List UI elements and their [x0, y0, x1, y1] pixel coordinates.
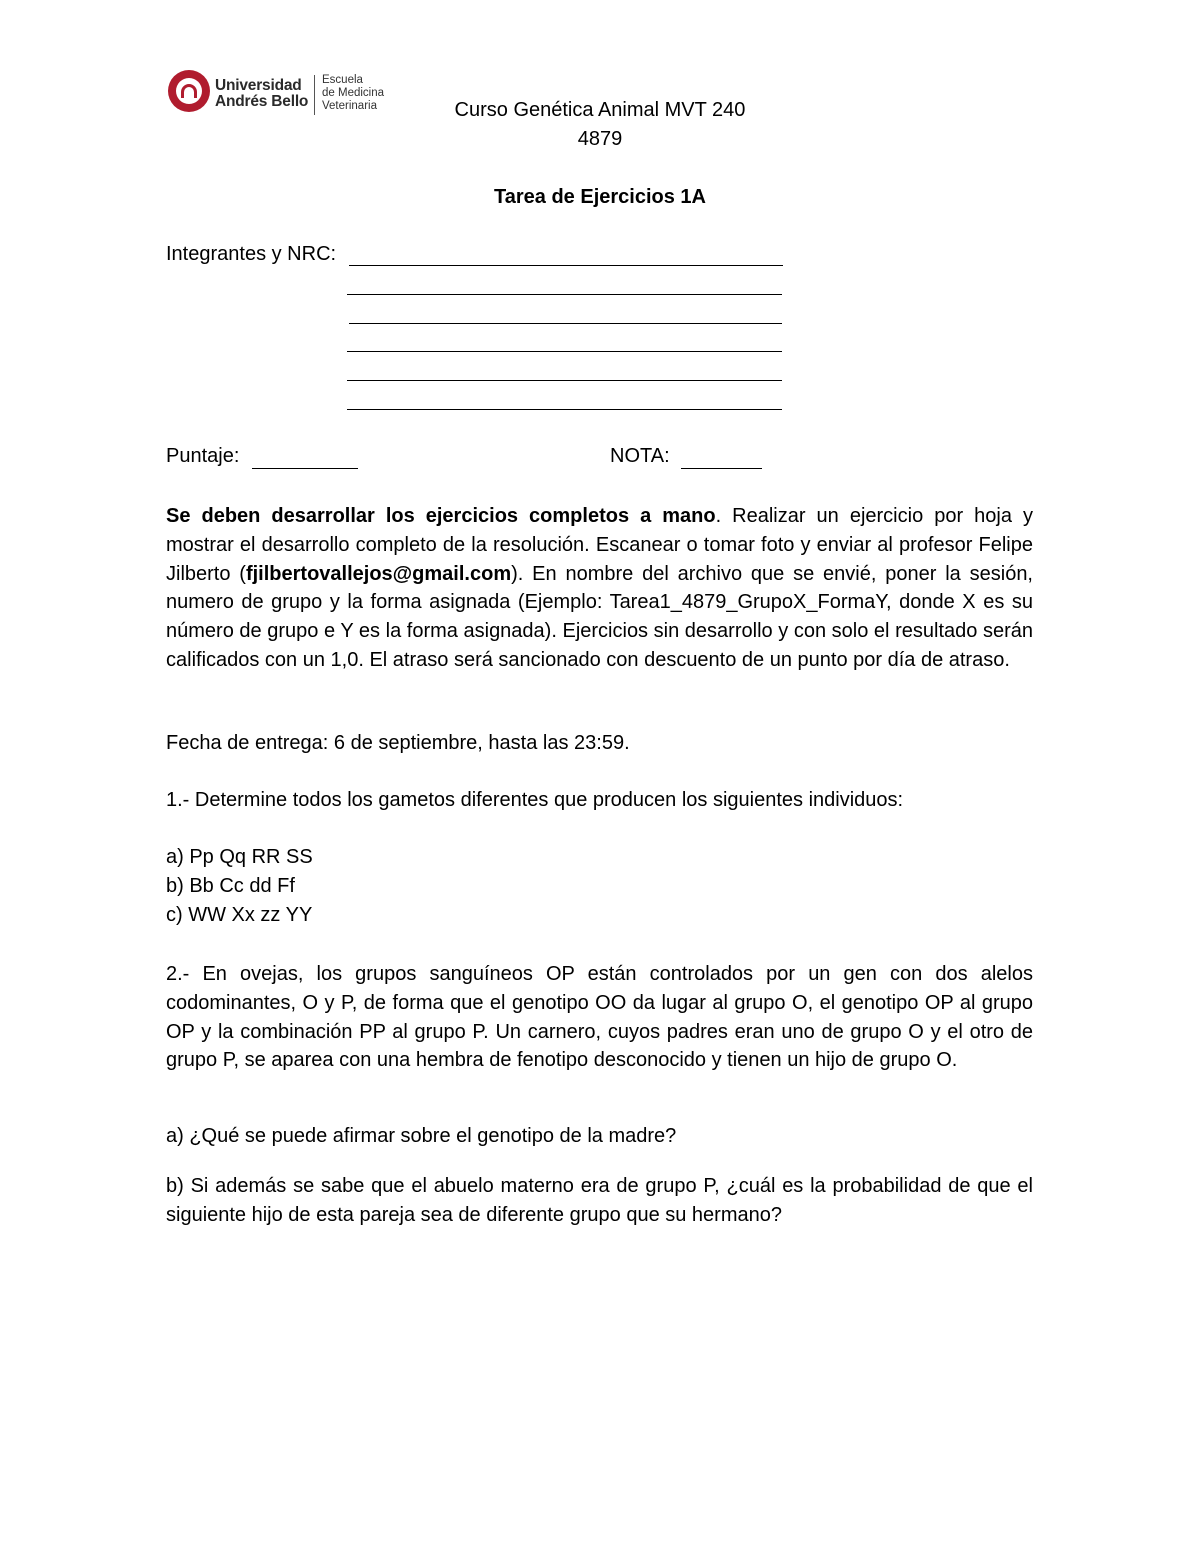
- instructions-text-1: . Realizar un ejercicio por hoja y mostrar el desarrollo completo de la resolución. Escanear o tomar foto y enviar al profesor Felipe Jilberto (: [166, 505, 1033, 585]
- logo-divider: [314, 75, 315, 115]
- exercise-1-item-c: c) WW Xx zz YY: [166, 904, 313, 926]
- university-name-line1: Universidad: [215, 77, 302, 94]
- instructions-text-2: ). En nombre del archivo que se envié, poner la sesión, numero de grupo y la forma asignada (Ejemplo: Tarea1_4879_GrupoX_FormaY, donde X es su número de grupo e Y es la forma asignada). Ejercicios sin desarrollo y con solo el resultado serán calificados con un 1,0. El atraso será sancionado con descuento de un punto por día de atraso.: [166, 562, 1033, 671]
- course-title: Curso Genética Animal MVT 240: [454, 99, 746, 121]
- university-name: [215, 78, 308, 110]
- instructions-paragraph: [166, 502, 1033, 675]
- members-line-4[interactable]: [347, 351, 782, 352]
- members-line-1[interactable]: [349, 265, 783, 266]
- school-name-line3: Veterinaria: [322, 100, 377, 112]
- members-line-2[interactable]: [347, 294, 782, 295]
- exercise-1-item-a: a) Pp Qq RR SS: [166, 846, 313, 868]
- course-code: 4879: [577, 128, 623, 150]
- university-logo: [168, 70, 398, 120]
- university-name-line2: Andrés Bello: [215, 93, 309, 110]
- score-line[interactable]: [252, 468, 358, 469]
- school-name-line2: de Medicina: [322, 87, 385, 99]
- professor-email: fjilbertovallejos@gmail.com: [245, 562, 512, 585]
- school-name-line1: Escuela: [322, 74, 363, 86]
- members-label: Integrantes y NRC:: [166, 243, 337, 265]
- exercise-2-question-a: a) ¿Qué se puede afirmar sobre el genotipo de la madre?: [166, 1125, 677, 1147]
- grade-label: NOTA:: [610, 445, 670, 467]
- exercise-1-prompt: 1.- Determine todos los gametos diferentes que producen los siguientes individuos:: [166, 789, 904, 811]
- grade-line[interactable]: [681, 468, 762, 469]
- members-line-6[interactable]: [347, 409, 782, 410]
- seal-arch-icon: [181, 84, 197, 98]
- assignment-title: Tarea de Ejercicios 1A: [494, 186, 706, 208]
- exercise-2-prompt: 2.- En ovejas, los grupos sanguíneos OP están controlados por un gen con dos alelos codominantes, O y P, de forma que el genotipo OO da lugar al grupo O, el genotipo OP al grupo OP y la combinación PP al grupo P. Un carnero, cuyos padres eran uno de grupo O y el otro de grupo P, se aparea con una hembra de fenotipo desconocido y tienen un hijo de grupo O.: [166, 963, 1033, 1072]
- exercise-2-question-b: b) Si además se sabe que el abuelo materno era de grupo P, ¿cuál es la probabilidad de que el siguiente hijo de esta pareja sea de diferente grupo que su hermano?: [166, 1175, 1033, 1226]
- instructions-bold-lead: Se deben desarrollar los ejercicios completos a mano: [166, 505, 716, 527]
- members-line-5[interactable]: [347, 380, 782, 381]
- score-label: Puntaje:: [166, 445, 240, 467]
- members-line-3[interactable]: [349, 323, 782, 324]
- exercise-1-item-b: b) Bb Cc dd Ff: [166, 875, 295, 897]
- due-date: Fecha de entrega: 6 de septiembre, hasta las 23:59.: [166, 732, 630, 754]
- school-name: [322, 74, 384, 113]
